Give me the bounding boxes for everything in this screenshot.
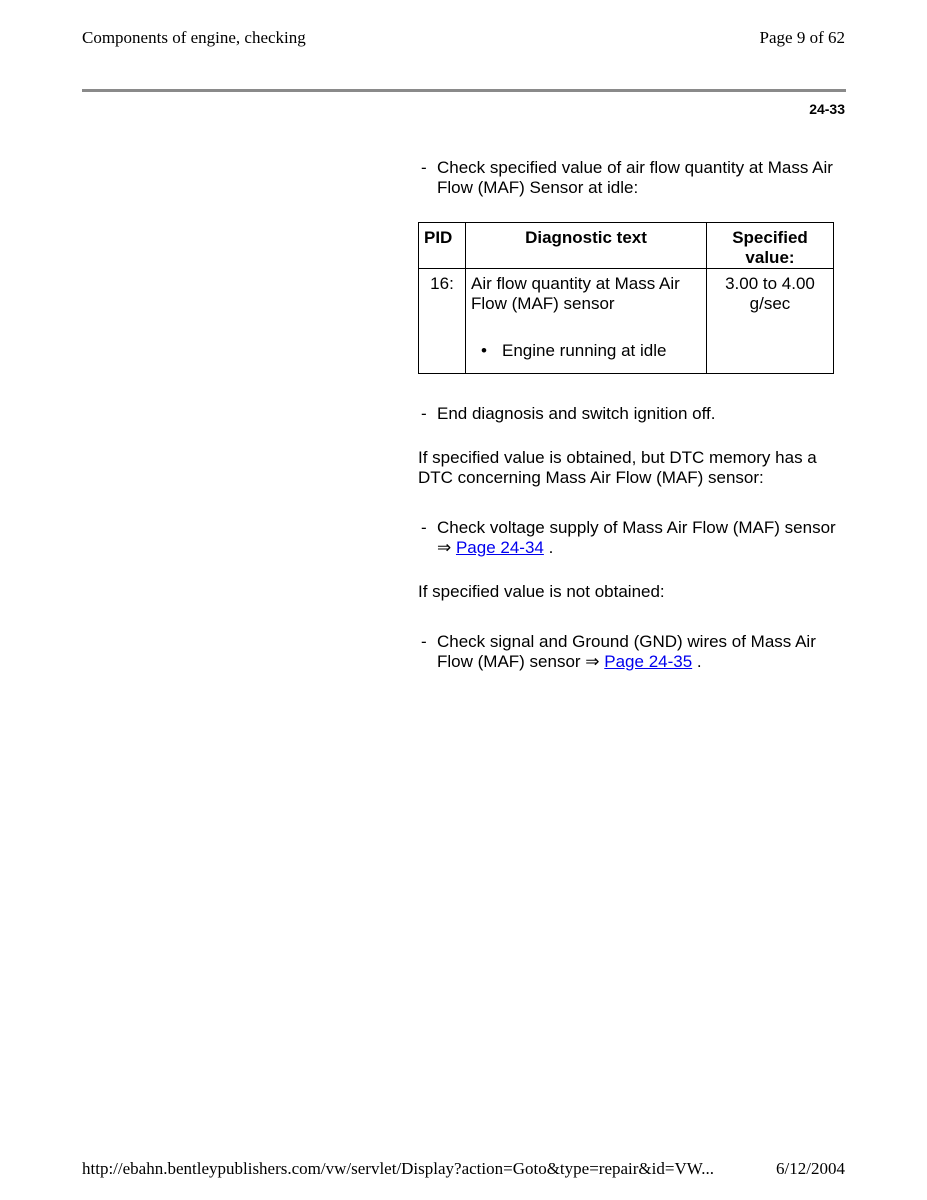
step-check-signal [418, 632, 838, 672]
cell-diagnostic-text [466, 269, 707, 374]
footer-url: http://ebahn.bentleypublishers.com/vw/servlet/Display?action=Goto&type=repair&id=VW... [82, 1159, 714, 1178]
diagnostic-text: Air flow quantity at Mass Air Flow (MAF) sensor [471, 274, 680, 313]
dash-marker: - [421, 404, 427, 423]
column-header-specified-value: Specified value: [707, 223, 834, 269]
header-divider [82, 89, 846, 92]
footer-date: 6/12/2004 [776, 1159, 845, 1178]
paragraph-not-obtained: If specified value is not obtained: [418, 582, 665, 601]
cell-specified-value: 3.00 to 4.00 g/sec [707, 269, 834, 374]
step-text: Check signal and Ground (GND) wires of Mass Air Flow (MAF) sensor ⇒ [437, 632, 816, 671]
main-content [418, 158, 838, 672]
dash-marker: - [421, 632, 427, 651]
table-header-row [419, 223, 834, 269]
step-check-air-flow [418, 158, 838, 198]
step-text: End diagnosis and switch ignition off. [437, 404, 716, 423]
page-24-34-link[interactable]: Page 24-34 [455, 538, 544, 557]
dash-marker: - [421, 158, 427, 177]
section-number: 24-33 [809, 101, 845, 117]
specification-table [418, 222, 834, 374]
condition-item [471, 341, 701, 361]
page-number: Page 9 of 62 [759, 28, 845, 47]
dash-marker: - [421, 518, 427, 537]
paragraph-obtained-with-dtc: If specified value is obtained, but DTC memory has a DTC concerning Mass Air Flow (MAF) sensor: [418, 448, 817, 487]
page-header-title: Components of engine, checking [82, 28, 306, 47]
column-header-pid: PID [419, 223, 466, 269]
step-text-end: . [692, 652, 702, 671]
step-text: Check specified value of air flow quantity at Mass Air Flow (MAF) Sensor at idle: [437, 158, 833, 197]
step-text: Check voltage supply of Mass Air Flow (MAF) sensor ⇒ [437, 518, 836, 557]
step-check-voltage [418, 518, 838, 558]
step-text-end: . [543, 538, 554, 557]
step-end-diagnosis [418, 404, 838, 424]
table-row [419, 269, 834, 374]
condition-text: Engine running at idle [502, 341, 667, 360]
column-header-diagnostic-text: Diagnostic text [466, 223, 707, 269]
cell-pid: 16: [419, 269, 466, 374]
page-24-35-link[interactable]: Page 24-35 [604, 652, 693, 671]
bullet-icon: • [481, 341, 487, 360]
